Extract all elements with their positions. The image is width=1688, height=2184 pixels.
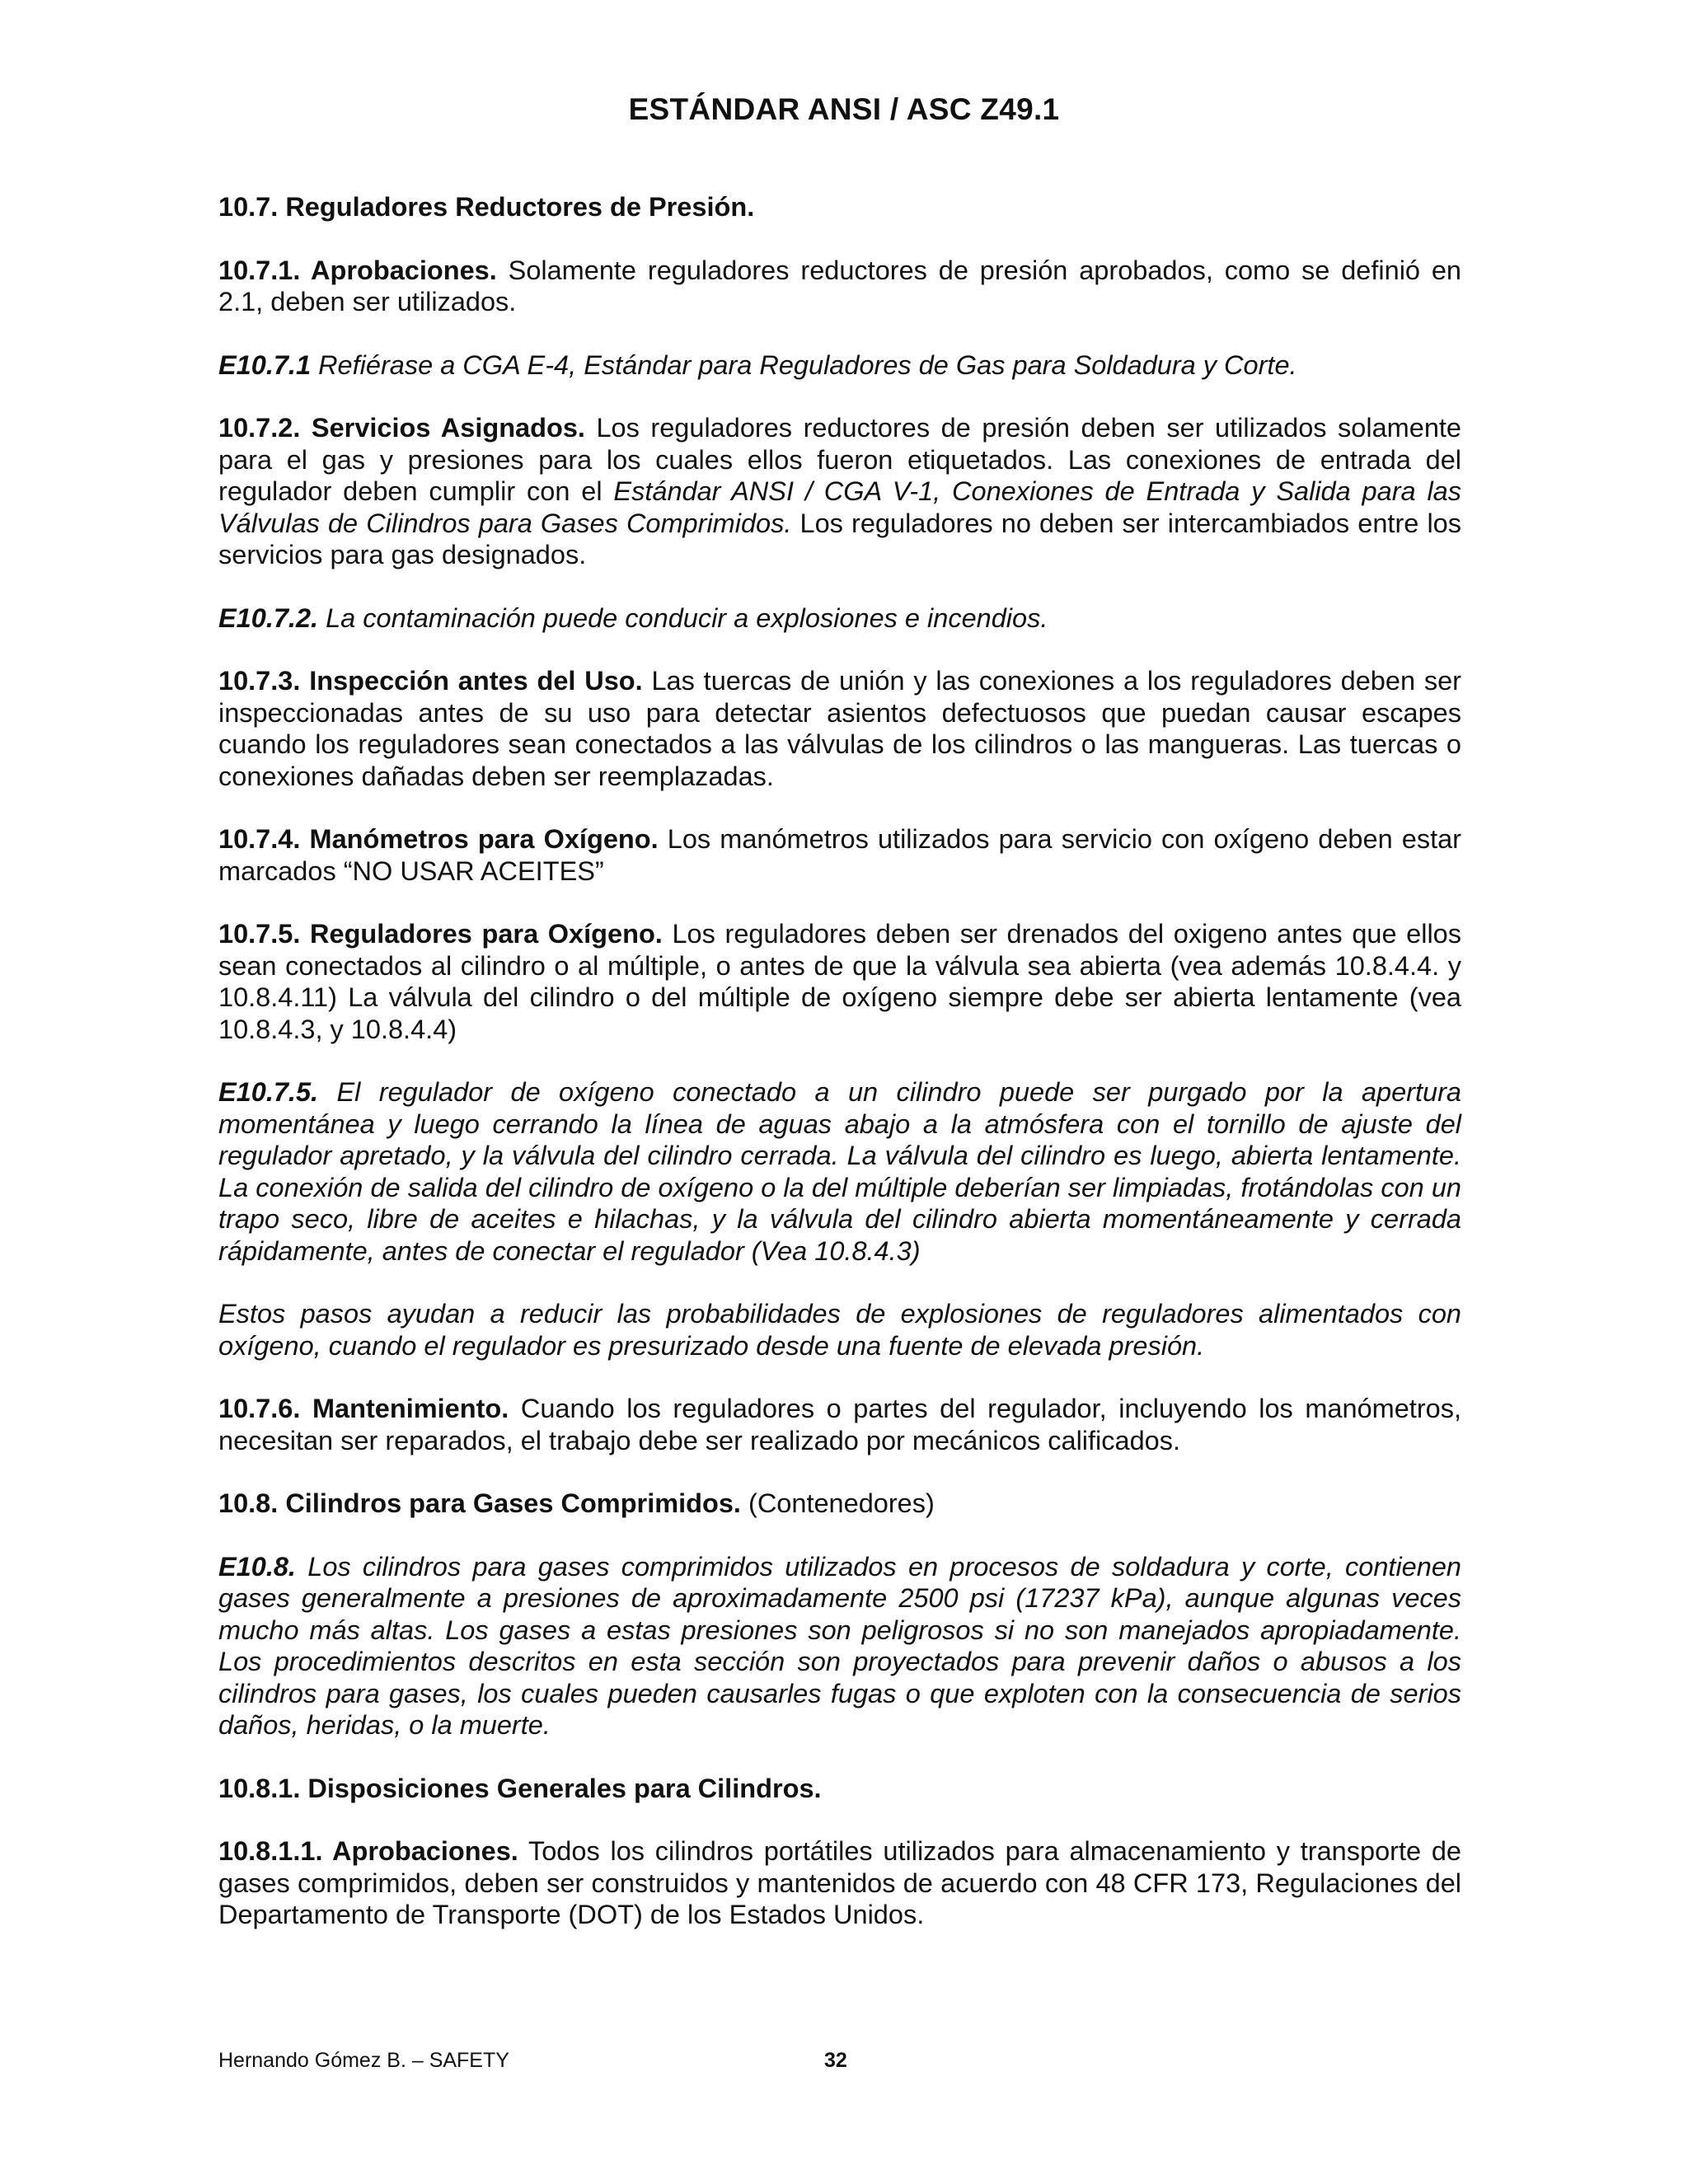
explanation-e10-7-1 xyxy=(218,349,1461,382)
section-lead: 10.7.2. Servicios Asignados. xyxy=(218,413,585,443)
explanation-text: El regulador de oxígeno conectado a un cilindro puede ser purgado por la apertura momentánea y luego cerrando la línea de aguas abajo a la atmósfera con el tornillo de ajuste del regulador apretado, y la válvula del cilindro cerrada. La válvula del cilindro es luego, abierta lentamente. La conexión de salida del cilindro de oxígeno o la del múltiple deberían ser limpiadas, frotándolas con un trapo seco, libre de aceites e hilachas, y la válvula del cilindro abierta momentáneamente y cerrada rápidamente, antes de conectar el regulador (Vea 10.8.4.3) xyxy=(218,1077,1461,1266)
footer-author: Hernando Gómez B. – SAFETY xyxy=(218,2049,509,2072)
explanation-lead: E10.7.1 xyxy=(218,349,312,380)
section-text: Los reguladores deben ser drenados del oxigeno antes que ellos sean conectados al cilindro o al múltiple, o antes de que la válvula sea abierta (vea además 10.8.4.4. y 10.8.4.11) La válvula del cilindro o del múltiple de oxígeno siempre debe ser abierta lentamente (vea 10.8.4.3, y 10.8.4.4) xyxy=(218,919,1462,1044)
explanation-lead: E10.7.5. xyxy=(218,1077,319,1107)
page-number: 32 xyxy=(824,2049,847,2072)
explanation-text: Estos pasos ayudan a reducir las probabilidades de explosiones de reguladores alimentados con oxígeno, cuando el regulador es presurizado desde una fuente de elevada presión. xyxy=(218,1299,1461,1361)
section-heading-10-7 xyxy=(218,191,1461,223)
section-10-7-3 xyxy=(218,665,1461,792)
section-text-continued: Los reguladores no deben ser intercambiados entre los servicios para gas designados. xyxy=(218,508,1461,569)
section-text: Solamente reguladores reductores de presión aprobados, como se definió en 2.1, deben ser utilizados. xyxy=(218,255,1461,316)
section-lead: 10.7.5. Reguladores para Oxígeno. xyxy=(218,919,663,949)
section-10-8-1-1 xyxy=(218,1835,1461,1931)
section-text: Las tuercas de unión y las conexiones a los reguladores deben ser inspeccionadas antes de su uso para detectar asientos defectuosos que puedan causar escapes cuando los reguladores sean conectados a las válvulas de los cilindros o las mangueras. Las tuercas o conexiones dañadas deben ser reemplazadas. xyxy=(218,666,1461,791)
explanation-e10-8 xyxy=(218,1551,1461,1741)
explanation-e10-7-2 xyxy=(218,602,1461,635)
standard-reference: Estándar ANSI / CGA V-1, Conexiones de Entrada y Salida para las Válvulas de Cilindros para Gases Comprimidos. xyxy=(218,476,1461,538)
section-lead: 10.7. Reguladores Reductores de Presión. xyxy=(218,192,755,222)
section-lead: 10.7.4. Manómetros para Oxígeno. xyxy=(218,824,659,854)
explanation-lead: E10.7.2. xyxy=(218,602,319,633)
section-10-7-1 xyxy=(218,255,1461,318)
section-10-7-2 xyxy=(218,412,1461,571)
explanation-text: Refiérase a CGA E-4, Estándar para Reguladores de Gas para Soldadura y Corte. xyxy=(311,349,1297,380)
section-10-7-5 xyxy=(218,918,1461,1045)
explanation-e10-7-5 xyxy=(218,1076,1461,1267)
section-heading-10-8-1 xyxy=(218,1773,1461,1805)
section-text: Los reguladores reductores de presión deben ser utilizados solamente para el gas y presiones para los cuales ellos fueron etiquetados. Las conexiones de entrada del regulador deben cumplir con el xyxy=(218,413,1462,506)
section-text: (Contenedores) xyxy=(740,1488,935,1518)
section-lead: 10.8. Cilindros para Gases Comprimidos. xyxy=(218,1488,741,1518)
section-lead: 10.8.1.1. Aprobaciones. xyxy=(218,1836,518,1866)
section-text: Los manómetros utilizados para servicio con oxígeno deben estar marcados “NO USAR ACEITES” xyxy=(218,824,1462,886)
section-text: Todos los cilindros portátiles utilizados para almacenamiento y transporte de gases comprimidos, deben ser construidos y mantenidos de acuerdo con 48 CFR 173, Regulaciones del Departamento de Transporte (DOT) de los Estados Unidos. xyxy=(218,1836,1461,1929)
section-lead: 10.8.1. Disposiciones Generales para Cilindros. xyxy=(218,1773,822,1803)
explanation-text: La contaminación puede conducir a explosiones e incendios. xyxy=(318,602,1048,633)
section-lead: 10.7.6. Mantenimiento. xyxy=(218,1394,509,1423)
document-title: ESTÁNDAR ANSI / ASC Z49.1 xyxy=(628,92,1060,126)
document-body xyxy=(218,191,1461,1962)
explanation-continued xyxy=(218,1298,1461,1361)
section-text: Cuando los reguladores o partes del regulador, incluyendo los manómetros, necesitan ser reparados, el trabajo debe ser realizado por mecánicos calificados. xyxy=(218,1394,1461,1455)
explanation-lead: E10.8. xyxy=(218,1551,296,1582)
section-heading-10-8 xyxy=(218,1488,1461,1520)
explanation-text: Los cilindros para gases comprimidos utilizados en procesos de soldadura y corte, contienen gases generalmente a presiones de aproximadamente 2500 psi (17237 kPa), aunque algunas veces mucho más altas. Los gases a estas presiones son peligrosos si no son manejados apropiadamente. Los procedimientos descritos en esta sección son proyectados para prevenir daños o abusos a los cilindros para gases, los cuales pueden causarles fugas o que exploten con la consecuencia de serios daños, heridas, o la muerte. xyxy=(218,1551,1461,1740)
section-lead: 10.7.1. Aprobaciones. xyxy=(218,255,497,285)
section-lead: 10.7.3. Inspección antes del Uso. xyxy=(218,666,643,696)
section-10-7-6 xyxy=(218,1393,1461,1456)
section-10-7-4 xyxy=(218,823,1461,887)
